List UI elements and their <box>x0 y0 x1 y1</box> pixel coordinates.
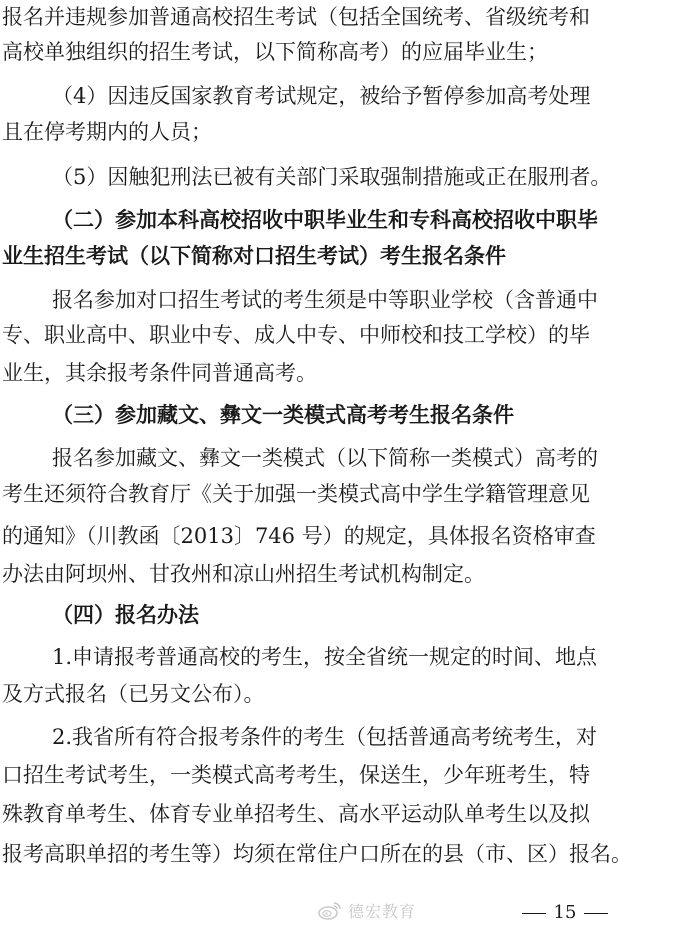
watermark <box>318 893 416 927</box>
line-text: 1.申请报考普通高校的考生，按全省统一规定的时间、地点 <box>52 645 598 669</box>
footer-dash-left <box>522 913 546 914</box>
text-line <box>0 677 680 711</box>
line-text: 报考高职单招的考生等）均须在常住户口所在的县（市、区）报名。 <box>2 842 632 866</box>
line-text: 报名并违规参加普通高校招生考试（包括全国统考、省级统考和 <box>2 5 590 29</box>
section-heading-2: （二）参加本科高校招收中职毕业生和专科高校招收中职毕 <box>52 208 598 232</box>
line-text: 业生，其余报考条件同普通高考。 <box>2 361 317 385</box>
section-heading-line <box>0 598 680 632</box>
text-line <box>0 519 680 553</box>
text-line <box>0 477 680 511</box>
section-heading-line <box>0 398 680 432</box>
line-text: （4）因违反国家教育考试规定，被给予暂停参加高考处理 <box>52 84 591 108</box>
line-text: 的通知》（川教函〔2013〕746 号）的规定，具体报名资格审查 <box>2 524 596 548</box>
section-heading-line <box>0 203 680 237</box>
page-number: 15 <box>553 902 577 923</box>
section-heading-3: （三）参加藏文、彝文一类模式高考考生报名条件 <box>52 403 514 427</box>
line-text: 专、职业高中、职业中专、成人中专、中师校和技工学校）的毕 <box>2 323 590 347</box>
section-heading-2-cont: 业生招生考试（以下简称对口招生考试）考生报名条件 <box>2 244 506 268</box>
text-line <box>0 356 680 390</box>
section-heading-line <box>0 239 680 273</box>
line-text: （5）因触犯刑法已被有关部门采取强制措施或正在服刑者。 <box>52 165 612 189</box>
footer-dash-right <box>584 913 608 914</box>
text-line <box>0 720 680 754</box>
text-line <box>0 758 680 792</box>
line-text: 高校单独组织的招生考试，以下简称高考）的应届毕业生； <box>2 40 548 64</box>
line-text: 及方式报名（已另文公布）。 <box>2 682 265 706</box>
weibo-logo-icon <box>318 900 342 920</box>
line-text: 报名参加对口招生考试的考生须是中等职业学校（含普通中 <box>52 288 598 312</box>
text-line <box>0 0 680 34</box>
line-text: 报名参加藏文、彝文一类模式（以下简称一类模式）高考的 <box>52 446 598 470</box>
line-text: 办法由阿坝州、甘孜州和凉山州招生考试机构制定。 <box>2 562 485 586</box>
line-text: 2.我省所有符合报考条件的考生（包括普通高考统考生，对 <box>52 725 598 749</box>
text-line <box>0 837 680 871</box>
text-line <box>0 160 680 194</box>
watermark-text: 德宏教育 <box>348 901 417 921</box>
text-line <box>0 318 680 352</box>
text-line <box>0 441 680 475</box>
text-line <box>0 283 680 317</box>
text-line <box>0 115 680 149</box>
section-heading-4: （四）报名办法 <box>52 603 199 627</box>
text-line <box>0 35 680 69</box>
line-text: 考生还须符合教育厅《关于加强一类模式高中学生学籍管理意见 <box>2 482 590 506</box>
line-text: 口招生考试考生，一类模式高考考生，保送生，少年班考生，特 <box>2 763 590 787</box>
line-text: 殊教育单考生、体育专业单招考生、高水平运动队单考生以及拟 <box>2 802 590 826</box>
text-line <box>0 797 680 831</box>
text-line <box>0 79 680 113</box>
text-line <box>0 640 680 674</box>
text-line <box>0 557 680 591</box>
line-text: 且在停考期内的人员； <box>2 120 212 144</box>
